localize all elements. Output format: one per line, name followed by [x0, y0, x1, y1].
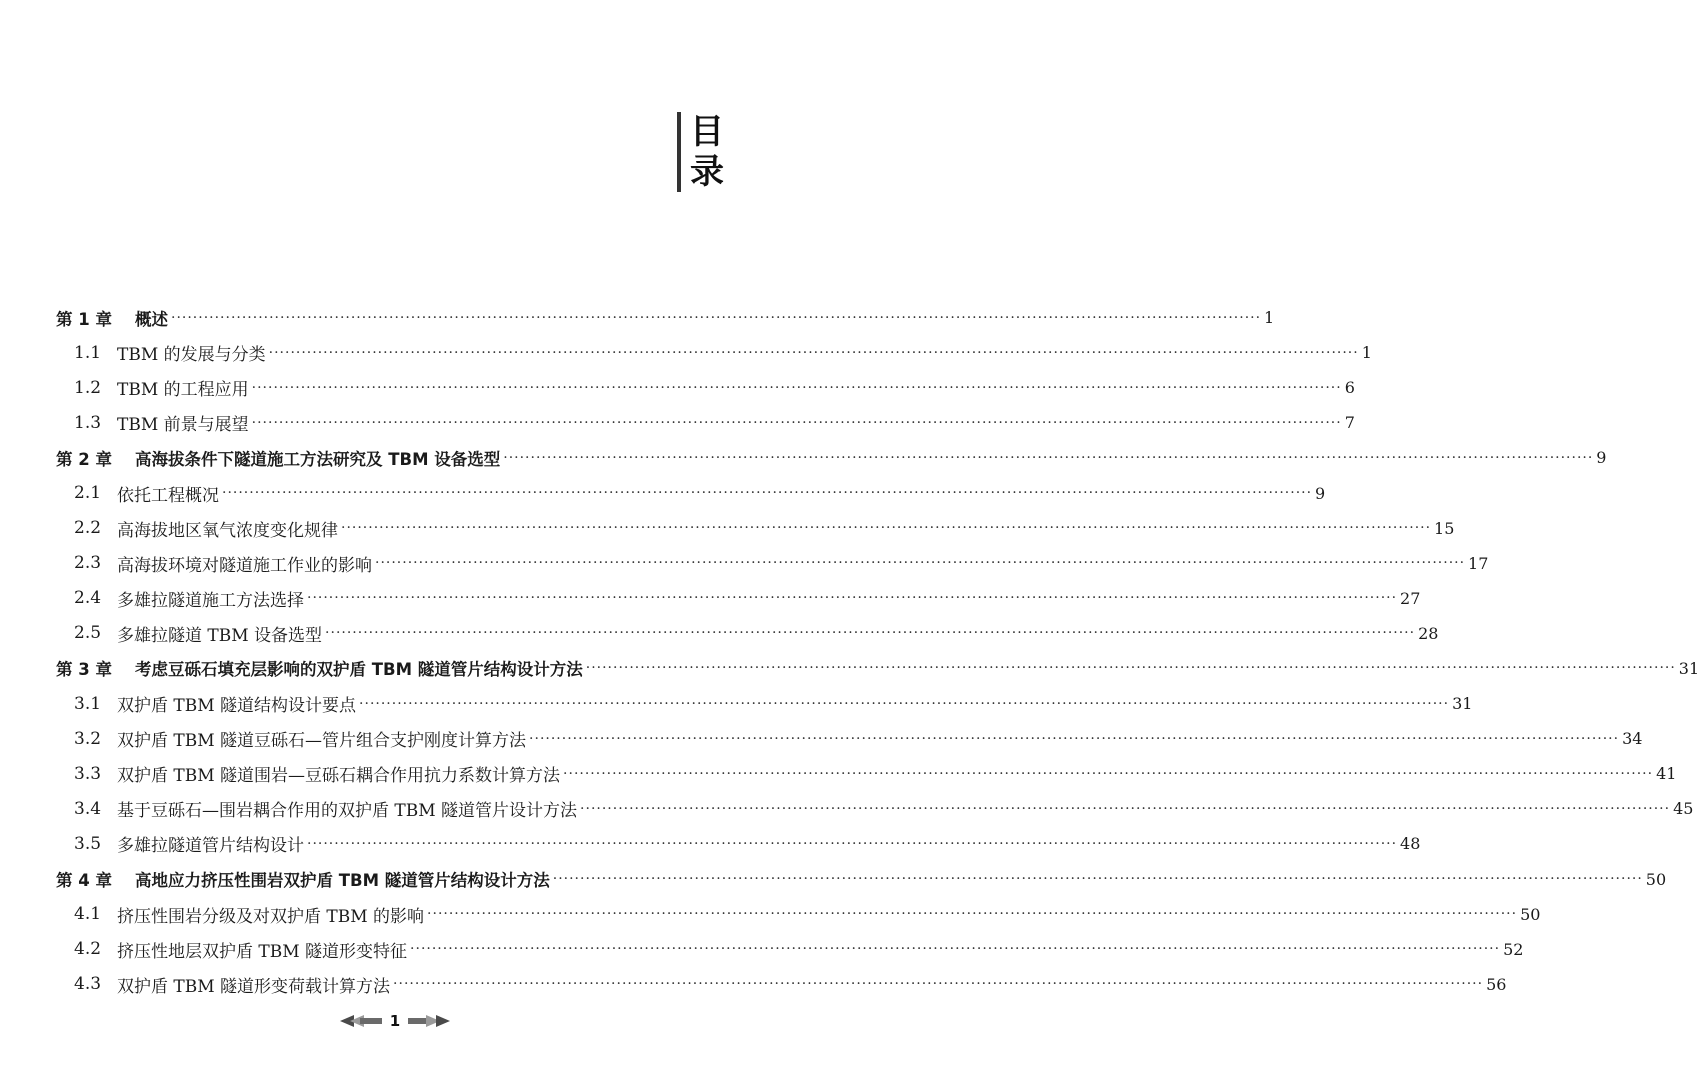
- dot-leader: ········································································································································································································: [359, 695, 1450, 712]
- toc-section-entry[interactable]: [56, 581, 1421, 616]
- toc-section-entry[interactable]: [56, 546, 1489, 581]
- entry-title: 高海拔环境对隧道施工作业的影响: [117, 555, 372, 576]
- toc-section-entry[interactable]: [56, 511, 1455, 546]
- toc-section-entry[interactable]: [56, 335, 1372, 370]
- entry-title: 多雄拉隧道管片结构设计: [117, 836, 304, 857]
- entry-number: 4.3: [74, 974, 102, 995]
- toc-section-entry[interactable]: [56, 616, 1439, 651]
- entry-title: 高地应力挤压性围岩双护盾 TBM 隧道管片结构设计方法: [135, 871, 550, 891]
- toc-section-entry[interactable]: [56, 370, 1355, 405]
- dot-leader: ········································································································································································································: [427, 906, 1518, 923]
- entry-title: 双护盾 TBM 隧道形变荷载计算方法: [117, 976, 391, 997]
- entry-page-number: 28: [1418, 623, 1439, 643]
- entry-page-number: 1: [1264, 308, 1275, 328]
- right-arrow-ornament-icon: [408, 1014, 450, 1028]
- entry-number: 1.3: [74, 412, 102, 433]
- entry-title: 依托工程概况: [117, 485, 219, 506]
- toc-chapter-entry[interactable]: [56, 862, 1667, 897]
- entry-page-number: 9: [1596, 448, 1607, 468]
- dot-leader: ········································································································································································································: [325, 625, 1416, 642]
- toc-section-entry[interactable]: [56, 791, 1694, 826]
- entry-title: 多雄拉隧道 TBM 设备选型: [117, 625, 323, 646]
- toc-section-entry[interactable]: [56, 967, 1507, 1002]
- entry-page-number: 50: [1645, 869, 1667, 889]
- dot-leader: ········································································································································································································: [410, 941, 1501, 958]
- toc-chapter-entry[interactable]: [56, 300, 1275, 335]
- entry-number: 第 3 章: [56, 660, 112, 680]
- entry-page-number: 7: [1344, 413, 1355, 433]
- dot-leader: ········································································································································································································: [585, 660, 1676, 677]
- toc-chapter-entry[interactable]: [56, 651, 1699, 686]
- toc-section-entry[interactable]: [56, 897, 1541, 932]
- dot-leader: ········································································································································································································: [222, 485, 1313, 502]
- entry-number: 1.1: [74, 342, 102, 363]
- entry-number: 1.2: [74, 377, 102, 398]
- toc-section-entry[interactable]: [56, 826, 1421, 861]
- toc-section-entry[interactable]: [56, 405, 1355, 440]
- entry-number: 3.3: [74, 763, 102, 784]
- toc-section-entry[interactable]: [56, 932, 1524, 967]
- dot-leader: ········································································································································································································: [393, 976, 1484, 993]
- entry-number: 4.2: [74, 939, 102, 960]
- dot-leader: ········································································································································································································: [307, 835, 1398, 852]
- page-number: 1: [389, 1012, 401, 1030]
- dot-leader: ········································································································································································································: [503, 449, 1594, 466]
- entry-number: 2.5: [74, 623, 102, 644]
- dot-leader: ········································································································································································································: [529, 730, 1620, 747]
- entry-number: 第 2 章: [56, 449, 112, 469]
- heading-accent-bar: [677, 112, 681, 192]
- entry-number: 3.4: [74, 798, 102, 819]
- entry-page-number: 52: [1503, 939, 1524, 959]
- entry-number: 2.3: [74, 553, 102, 574]
- entry-page-number: 56: [1486, 974, 1507, 994]
- entry-page-number: 6: [1344, 378, 1355, 398]
- dot-leader: ········································································································································································································: [251, 414, 1342, 431]
- entry-page-number: 27: [1400, 588, 1421, 608]
- entry-page-number: 31: [1452, 694, 1473, 714]
- entry-page-number: 31: [1678, 658, 1699, 678]
- entry-title: 基于豆砾石—围岩耦合作用的双护盾 TBM 隧道管片设计方法: [117, 801, 578, 822]
- entry-page-number: 17: [1468, 553, 1489, 573]
- entry-title: 概述: [135, 309, 168, 329]
- entry-title: 挤压性地层双护盾 TBM 隧道形变特征: [117, 941, 408, 962]
- entry-title: 双护盾 TBM 隧道豆砾石—管片组合支护刚度计算方法: [117, 731, 527, 752]
- entry-page-number: 45: [1673, 799, 1694, 819]
- entry-page-number: 15: [1434, 518, 1455, 538]
- entry-page-number: 48: [1400, 834, 1421, 854]
- dot-leader: ········································································································································································································: [251, 379, 1342, 396]
- entry-number: 第 4 章: [56, 871, 112, 891]
- table-of-contents: [56, 300, 1699, 1002]
- toc-chapter-entry[interactable]: [56, 440, 1607, 475]
- entry-title: TBM 前景与展望: [117, 415, 249, 436]
- entry-title: TBM 的发展与分类: [117, 345, 266, 366]
- entry-page-number: 1: [1361, 343, 1372, 363]
- dot-leader: ········································································································································································································: [307, 590, 1398, 607]
- toc-section-entry[interactable]: [56, 475, 1326, 510]
- dot-leader: ········································································································································································································: [268, 344, 1359, 361]
- entry-number: 3.2: [74, 728, 102, 749]
- entry-title: 双护盾 TBM 隧道围岩—豆砾石耦合作用抗力系数计算方法: [117, 766, 561, 787]
- entry-number: 第 1 章: [56, 309, 112, 329]
- entry-number: 3.1: [74, 693, 102, 714]
- entry-page-number: 50: [1520, 904, 1541, 924]
- entry-page-number: 41: [1656, 764, 1677, 784]
- entry-title: TBM 的工程应用: [117, 380, 249, 401]
- toc-section-entry[interactable]: [56, 686, 1473, 721]
- dot-leader: ········································································································································································································: [375, 555, 1466, 572]
- toc-heading: [677, 112, 730, 192]
- entry-title: 考虑豆砾石填充层影响的双护盾 TBM 隧道管片结构设计方法: [135, 660, 583, 680]
- entry-title: 多雄拉隧道施工方法选择: [117, 590, 304, 611]
- page-footer: [0, 1012, 790, 1030]
- entry-page-number: 9: [1315, 483, 1326, 503]
- dot-leader: ········································································································································································································: [341, 520, 1432, 537]
- dot-leader: ········································································································································································································: [563, 765, 1654, 782]
- entry-page-number: 34: [1622, 729, 1643, 749]
- entry-number: 3.5: [74, 833, 102, 854]
- toc-section-entry[interactable]: [56, 721, 1643, 756]
- heading-text: 目录: [690, 112, 724, 192]
- entry-title: 挤压性围岩分级及对双护盾 TBM 的影响: [117, 906, 425, 927]
- entry-title: 高海拔条件下隧道施工方法研究及 TBM 设备选型: [135, 449, 501, 469]
- dot-leader: ········································································································································································································: [552, 871, 1643, 888]
- entry-title: 高海拔地区氧气浓度变化规律: [117, 520, 338, 541]
- entry-number: 4.1: [74, 904, 102, 925]
- left-arrow-ornament-icon: [340, 1014, 382, 1028]
- entry-number: 2.2: [74, 518, 102, 539]
- entry-title: 双护盾 TBM 隧道结构设计要点: [117, 696, 357, 717]
- toc-section-entry[interactable]: [56, 756, 1677, 791]
- entry-number: 2.4: [74, 588, 102, 609]
- entry-number: 2.1: [74, 483, 102, 504]
- dot-leader: ········································································································································································································: [171, 309, 1262, 326]
- dot-leader: ········································································································································································································: [580, 800, 1671, 817]
